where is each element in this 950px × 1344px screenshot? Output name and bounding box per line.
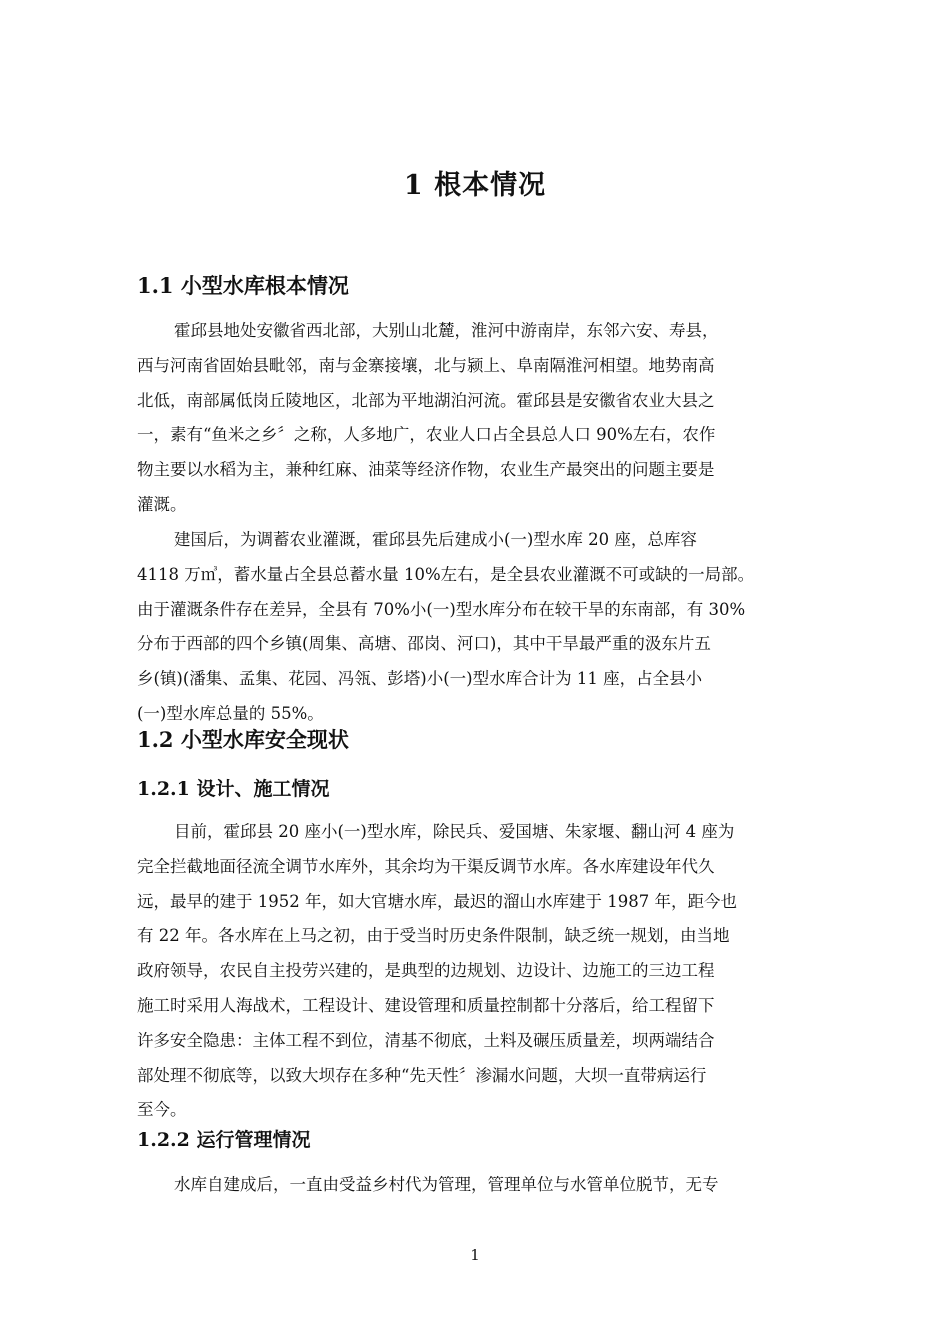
text-line: 政府领导，农民自主投劳兴建的，是典型的边规划、边设计、边施工的三边工程 xyxy=(137,961,715,981)
paragraph-1-1-a xyxy=(137,314,837,523)
section-heading-1-2: 1.2 小型水库安全现状 xyxy=(137,727,349,752)
text-line: 乡(镇)(潘集、孟集、花园、冯瓴、彭塔)小(一)型水库合计为 11 座，占全县小 xyxy=(137,669,703,689)
text-line: (一)型水库总量的 55%。 xyxy=(137,703,324,723)
paragraph-1-2-2 xyxy=(137,1168,837,1203)
text-line: 施工时采用人海战术，工程设计、建设管理和质量控制都十分落后，给工程留下 xyxy=(137,995,715,1015)
text-line: 北低，南部属低岗丘陵地区，北部为平地湖泊河流。霍邱县是安徽省农业大县之 xyxy=(137,390,715,410)
text-line: 一，素有“鱼米之乡〞之称，人多地广，农业人口占全县总人口 90%左右，农作 xyxy=(137,425,716,445)
text-line: 水库自建成后，一直由受益乡村代为管理，管理单位与水管单位脱节，无专 xyxy=(174,1175,719,1194)
subsection-heading-1-2-1: 1.2.1 设计、施工情况 xyxy=(137,778,330,800)
text-line: 目前，霍邱县 20 座小(一)型水库，除民兵、爱国塘、朱家堰、翻山河 4 座为 xyxy=(174,822,735,841)
text-line: 霍邱县地处安徽省西北部，大别山北麓，淮河中游南岸，东邻六安、寿县， xyxy=(174,321,719,340)
text-line: 分布于西部的四个乡镇(周集、高塘、邵岗、河口)，其中干旱最严重的汲东片五 xyxy=(137,634,711,654)
page-number: 1 xyxy=(470,1246,480,1264)
text-line: 完全拦截地面径流全调节水库外，其余均为干渠反调节水库。各水库建设年代久 xyxy=(137,856,715,876)
text-line: 远，最早的建于 1952 年，如大官塘水库，最迟的溜山水库建于 1987 年，距今也 xyxy=(137,891,737,911)
chapter-title: 1 根本情况 xyxy=(403,170,547,201)
paragraph-1-2-1 xyxy=(137,815,837,1128)
text-line: 许多安全隐患：主体工程不到位，清基不彻底，土料及碾压质量差，坝两端结合 xyxy=(137,1030,715,1050)
paragraph-1-1-b xyxy=(137,523,837,732)
text-line: 至今。 xyxy=(137,1100,187,1120)
text-line: 有 22 年。各水库在上马之初，由于受当时历史条件限制，缺乏统一规划，由当地 xyxy=(137,926,730,946)
section-heading-1-1: 1.1 小型水库根本情况 xyxy=(137,273,349,298)
text-line: 4118 万㎥，蓄水量占全县总蓄水量 10%左右，是全县农业灌溉不可或缺的一局部。 xyxy=(137,564,755,584)
text-line: 建国后，为调蓄农业灌溉，霍邱县先后建成小(一)型水库 20 座，总库容 xyxy=(174,530,697,549)
subsection-heading-1-2-2: 1.2.2 运行管理情况 xyxy=(137,1129,311,1151)
text-line: 物主要以水稻为主，兼种红麻、油菜等经济作物，农业生产最突出的问题主要是 xyxy=(137,460,715,480)
text-line: 灌溉。 xyxy=(137,494,187,514)
text-line: 部处理不彻底等，以致大坝存在多种“先天性〞渗漏水问题，大坝一直带病运行 xyxy=(137,1065,707,1085)
text-line: 由于灌溉条件存在差异，全县有 70%小(一)型水库分布在较干旱的东南部，有 30% xyxy=(137,599,746,619)
text-line: 西与河南省固始县毗邻，南与金寨接壤，北与颍上、阜南隔淮河相望。地势南高 xyxy=(137,355,715,375)
